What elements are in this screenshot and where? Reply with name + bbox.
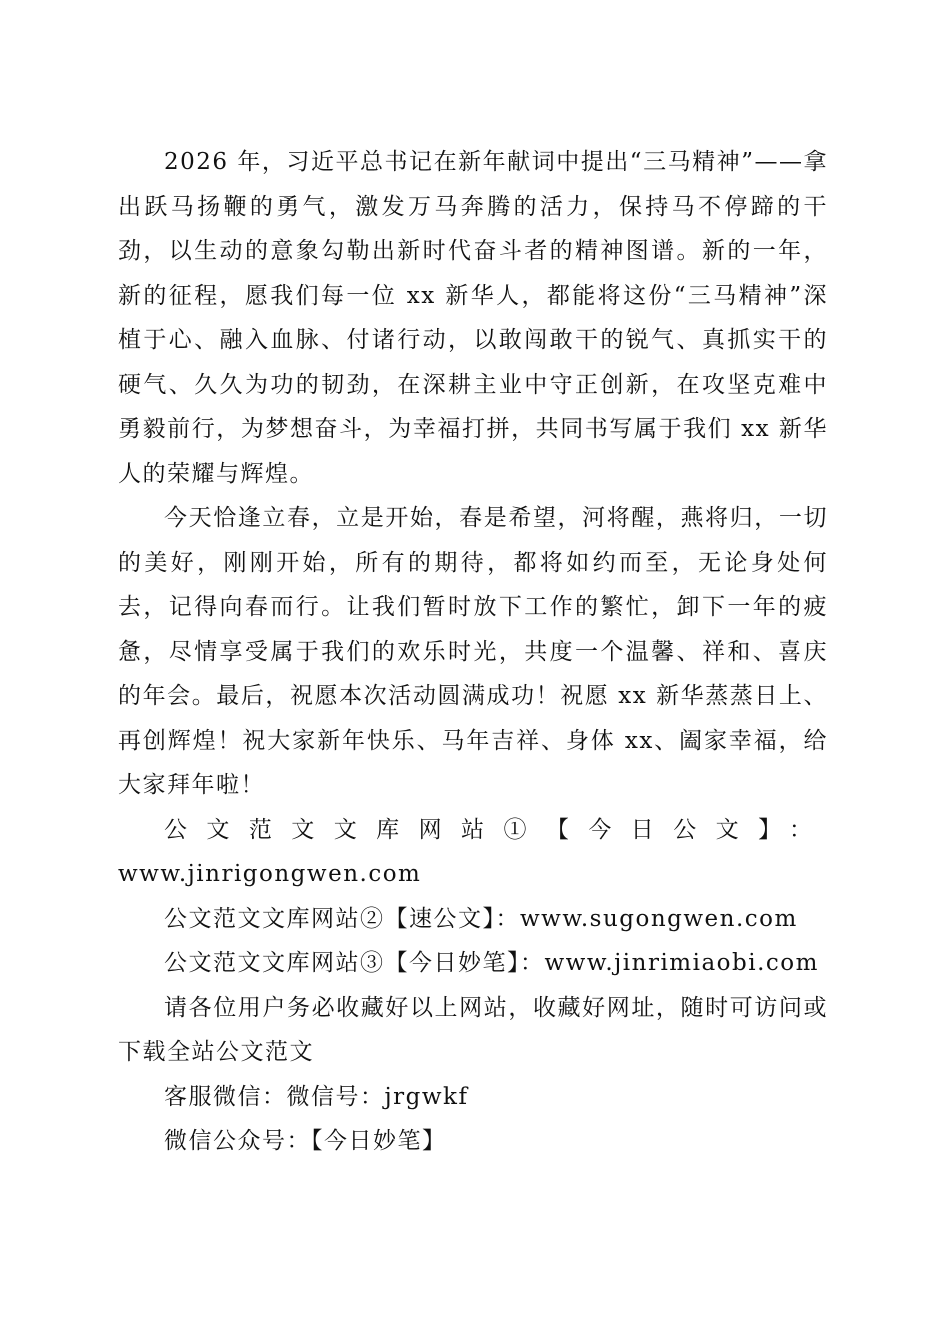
document-page xyxy=(118,140,828,1164)
site1-label: 公文范文文库网站①【今日公文】： xyxy=(164,816,828,843)
site1-url: www.jinrigongwen.com xyxy=(118,861,422,887)
site3-line: 公文范文文库网站③【今日妙笔】：www.jinrimiaobi.com xyxy=(164,950,819,976)
paragraph-spring-greeting: 今天恰逢立春，立是开始，春是希望，河将醒，燕将归，一切的美好，刚刚开始，所有的期待，都将如约而至，无论身处何去，记得向春而行。让我们暂时放下工作的繁忙，卸下一年的疲惫，尽情享受属于我们的欢乐时光，共度一个温馨、祥和、喜庆的年会。最后，祝愿本次活动圆满成功！祝愿 xx 新华蒸蒸日上、再创辉煌！祝大家新年快乐、马年吉祥、身体 xx、阖家幸福，给大家拜年啦！ xyxy=(118,505,828,798)
wechat-service-line: 客服微信：微信号：jrgwkf xyxy=(164,1083,469,1110)
notice-paragraph: 请各位用户务必收藏好以上网站，收藏好网址，随时可访问或下载全站公文范文 xyxy=(118,994,828,1065)
paragraph-three-horse-spirit: 2026 年，习近平总书记在新年献词中提出“三马精神”——拿出跃马扬鞭的勇气，激发万马奔腾的活力，保持马不停蹄的干劲，以生动的意象勾勒出新时代奋斗者的精神图谱。新的一年，新的征程，愿我们每一位 xx 新华人，都能将这份“三马精神”深植于心、融入血脉、付诸行动，以敢闯敢干的锐气、真抓实干的硬气、久久为功的韧劲，在深耕主业中守正创新，在攻坚克难中勇毅前行，为梦想奋斗，为幸福打拼，共同书写属于我们 xx 新华人的荣耀与辉煌。 xyxy=(118,149,828,487)
wechat-official-line: 微信公众号：【今日妙笔】 xyxy=(164,1128,447,1154)
site2-line: 公文范文文库网站②【速公文】：www.sugongwen.com xyxy=(164,905,798,932)
